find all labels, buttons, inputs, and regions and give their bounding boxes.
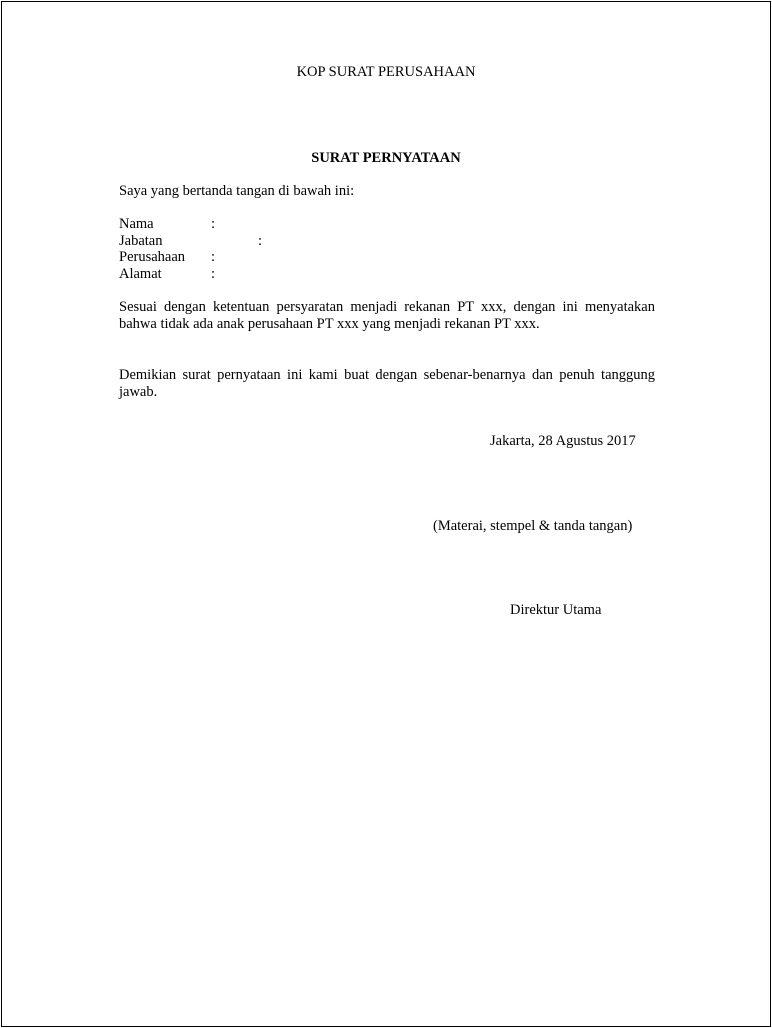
field-colon-jabatan: : bbox=[258, 233, 263, 249]
field-label-perusahaan: Perusahaan bbox=[119, 249, 186, 265]
field-label-nama: Nama bbox=[119, 216, 154, 232]
field-label-jabatan: Jabatan bbox=[119, 233, 163, 249]
field-colon-nama: : bbox=[211, 216, 216, 232]
closing-paragraph: Demikian surat pernyataan ini kami buat dengan sebenar-benarnya dan penuh tanggung jawab. bbox=[119, 367, 655, 400]
letter-page bbox=[1, 1, 771, 1027]
letterhead: KOP SURAT PERUSAHAAN bbox=[296, 64, 476, 80]
document-title: SURAT PERNYATAAN bbox=[311, 150, 461, 166]
intro-text: Saya yang bertanda tangan di bawah ini: bbox=[119, 183, 355, 199]
field-colon-perusahaan: : bbox=[211, 249, 216, 265]
field-colon-alamat: : bbox=[211, 266, 216, 282]
statement-paragraph: Sesuai dengan ketentuan persyaratan menjadi rekanan PT xxx, dengan ini menyatakan bahwa tidak ada anak perusahaan PT xxx yang menjadi rekanan PT xxx. bbox=[119, 299, 655, 332]
signatory-title: Direktur Utama bbox=[510, 602, 602, 618]
signature-note: (Materai, stempel & tanda tangan) bbox=[433, 518, 633, 534]
field-label-alamat: Alamat bbox=[119, 266, 162, 282]
place-date: Jakarta, 28 Agustus 2017 bbox=[490, 433, 636, 449]
